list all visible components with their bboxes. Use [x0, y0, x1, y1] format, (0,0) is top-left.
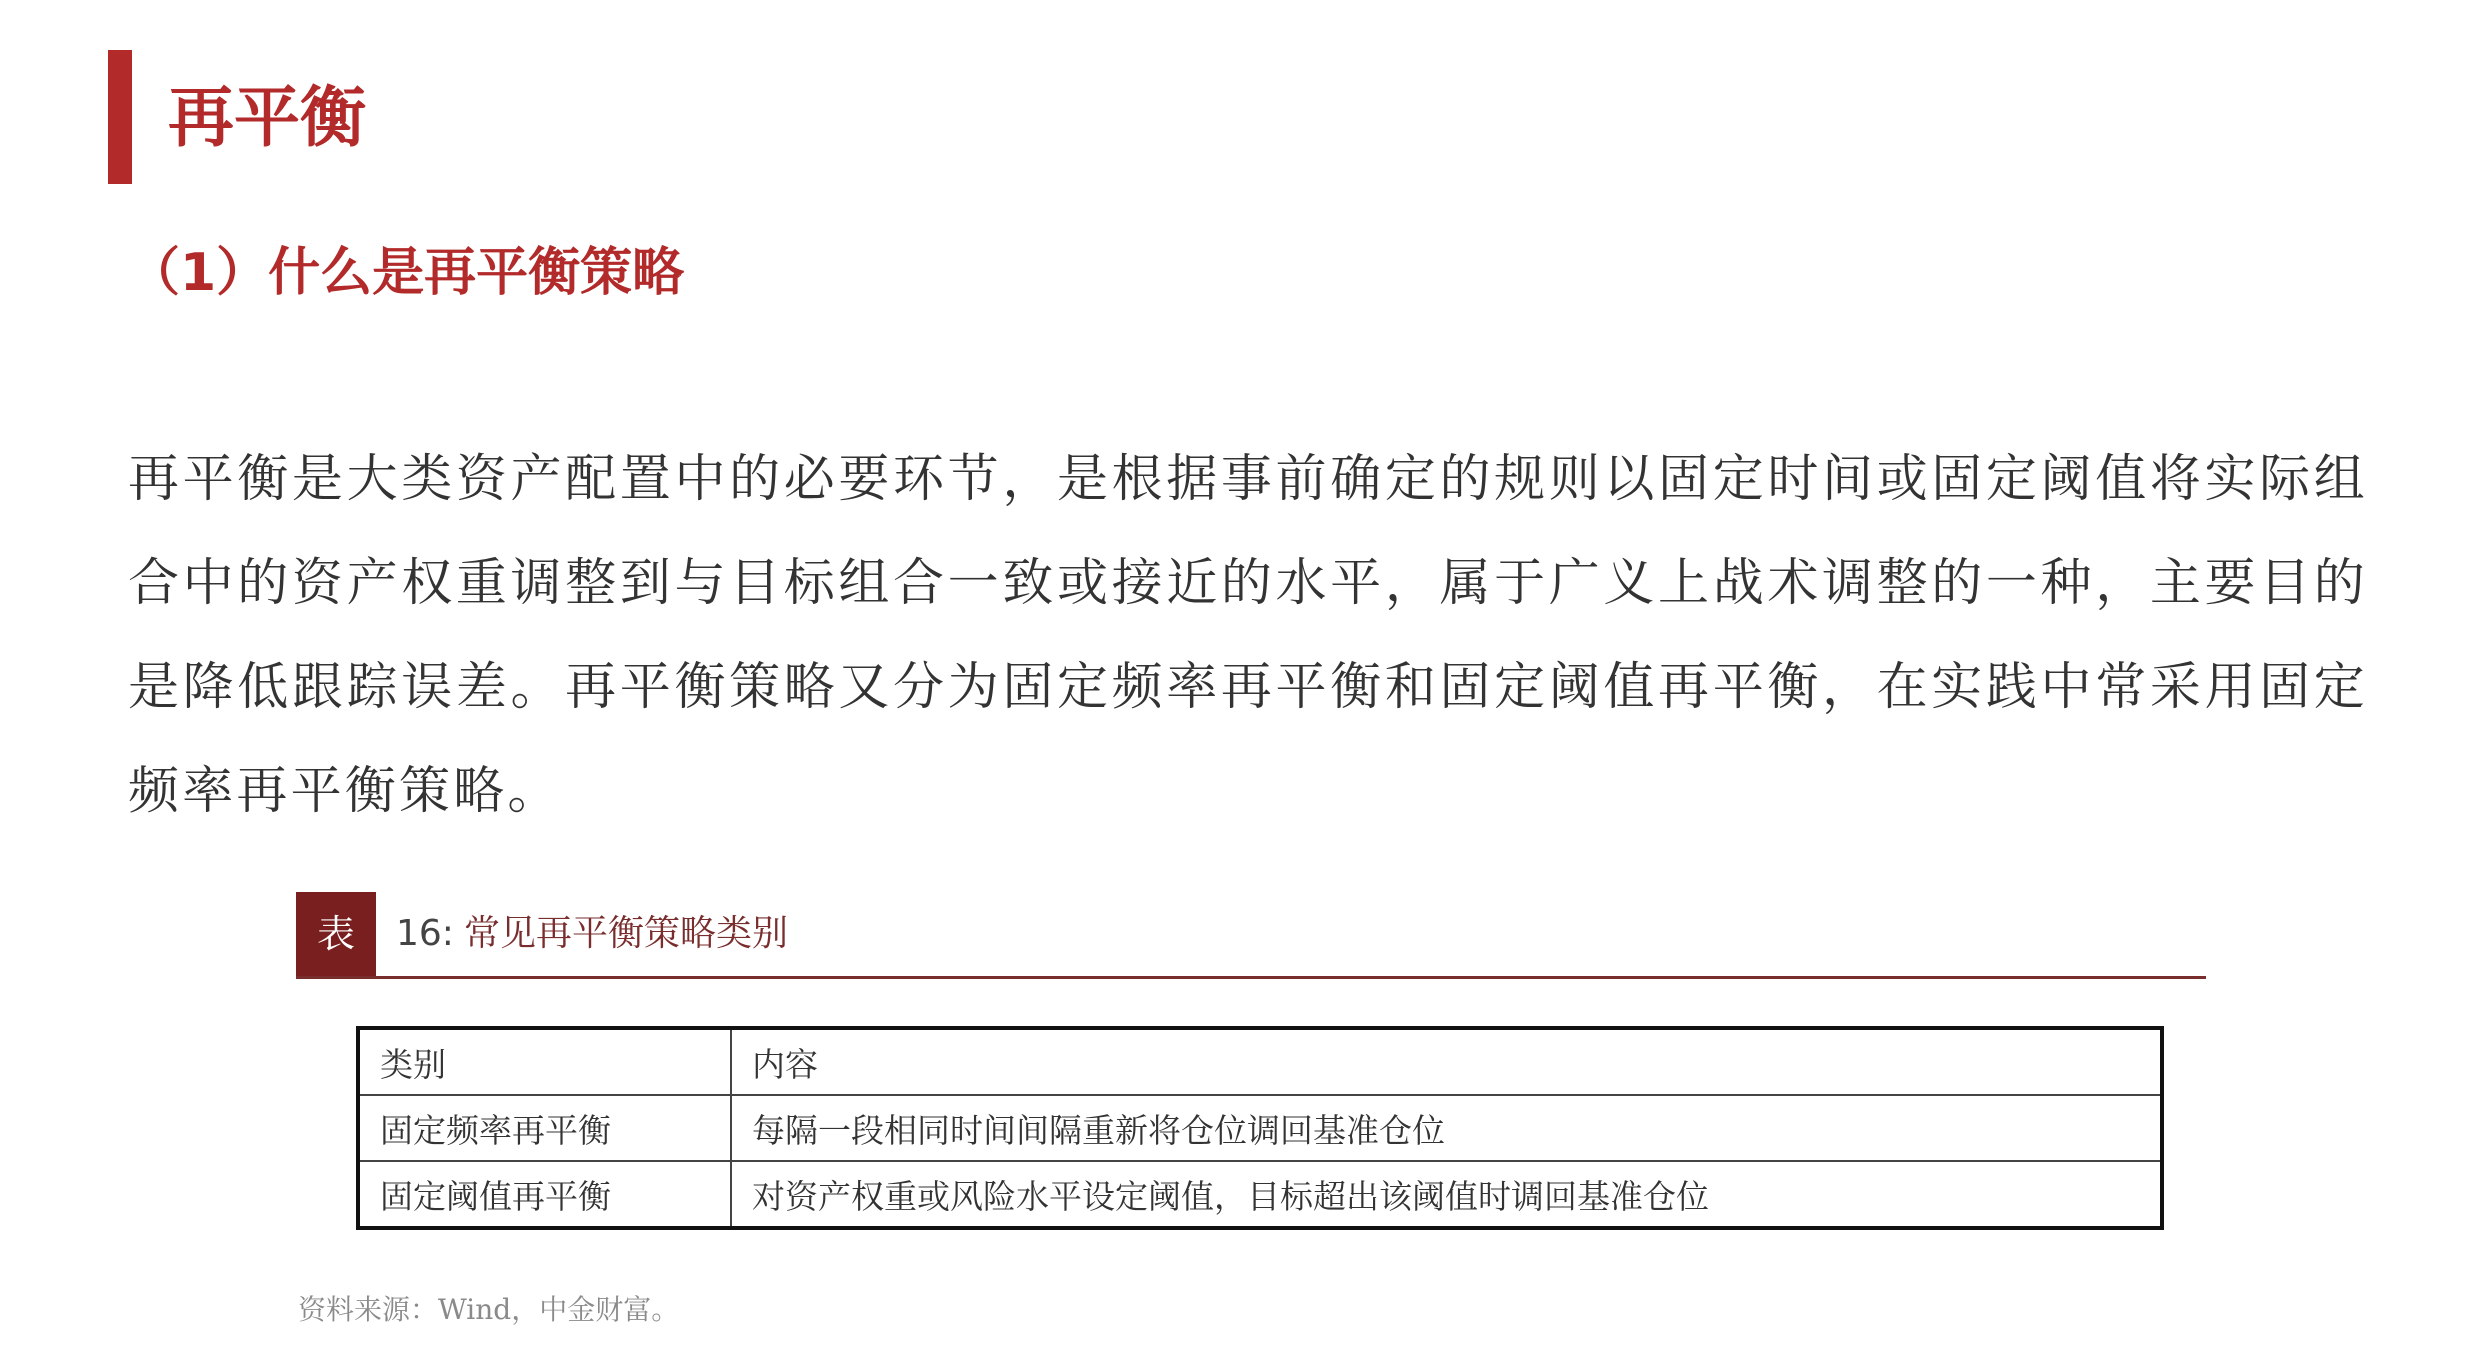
strategy-table — [356, 1026, 2164, 1230]
table-caption-text — [396, 892, 788, 976]
source-note: 资料来源：Wind，中金财富。 — [298, 1293, 680, 1326]
table-cell-content: 每隔一段相同时间间隔重新将仓位调回基准仓位 — [731, 1095, 2162, 1161]
table-row — [358, 1161, 2162, 1228]
page-title: 再平衡 — [168, 79, 366, 156]
table-header-category: 类别 — [358, 1028, 731, 1095]
table-caption-title: 常见再平衡策略类别 — [463, 913, 788, 954]
table-cell-content: 对资产权重或风险水平设定阈值，目标超出该阈值时调回基准仓位 — [752, 1176, 1709, 1216]
table-cell-category: 固定阈值再平衡 — [358, 1161, 731, 1228]
table-caption-number: 16: — [396, 913, 454, 954]
table-header-content: 内容 — [731, 1028, 2162, 1095]
body-paragraph: 再平衡是大类资产配置中的必要环节，是根据事前确定的规则以固定时间或固定阈值将实际组合中的资产权重调整到与目标组合一致或接近的水平，属于广义上战术调整的一种，主要目的是降低跟踪误差。再平衡策略又分为固定频率再平衡和固定阈值再平衡，在实践中常采用固定频率再平衡策略。 — [128, 450, 2368, 821]
table-cell-category: 固定频率再平衡 — [358, 1095, 731, 1161]
table-caption — [296, 892, 2206, 979]
table-caption-label: 表 — [296, 892, 376, 976]
title-accent-bar — [108, 50, 132, 184]
table-row — [358, 1095, 2162, 1161]
table-header-row — [358, 1028, 2162, 1095]
section-heading: （1）什么是再平衡策略 — [128, 243, 685, 303]
